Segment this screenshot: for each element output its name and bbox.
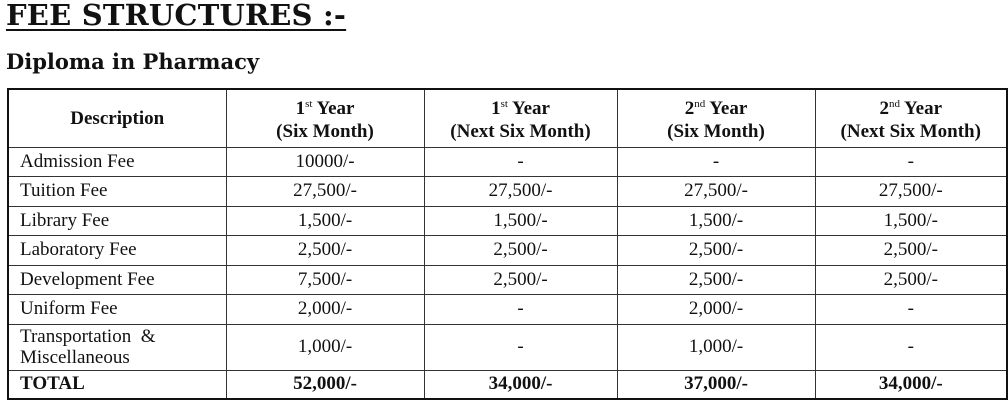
fee-cell: 1,000/- <box>226 324 424 370</box>
fee-cell: 1,500/- <box>424 206 617 236</box>
fee-cell: - <box>815 324 1007 370</box>
row-label: Tuition Fee <box>8 177 226 207</box>
fee-cell: 27,500/- <box>226 177 424 207</box>
fee-cell: 2,000/- <box>617 295 815 325</box>
total-label: TOTAL <box>8 370 226 399</box>
fee-table <box>7 88 1008 400</box>
fee-cell: 2,500/- <box>815 236 1007 266</box>
row-label: Transportation & Miscellaneous <box>8 324 226 370</box>
fee-cell: - <box>424 147 617 177</box>
table-row-uniform-fee <box>8 295 1007 325</box>
column-header-2nd-year-next-six-month: 2nd Year (Next Six Month) <box>815 89 1007 147</box>
column-header-1st-year-next-six-month: 1st Year (Next Six Month) <box>424 89 617 147</box>
column-header-1st-year-six-month: 1st Year (Six Month) <box>226 89 424 147</box>
total-cell: 34,000/- <box>424 370 617 399</box>
table-header-row <box>8 89 1007 147</box>
fee-cell: 1,500/- <box>815 206 1007 236</box>
fee-cell: 2,500/- <box>424 236 617 266</box>
course-subtitle: Diploma in Pharmacy <box>6 49 260 74</box>
fee-cell: - <box>815 147 1007 177</box>
table-row-total <box>8 370 1007 399</box>
fee-cell: 2,500/- <box>815 265 1007 295</box>
page-title: FEE STRUCTURES :- <box>6 0 347 32</box>
row-label: Uniform Fee <box>8 295 226 325</box>
fee-cell: 2,500/- <box>617 265 815 295</box>
fee-cell: 2,500/- <box>424 265 617 295</box>
fee-cell: - <box>424 295 617 325</box>
total-cell: 52,000/- <box>226 370 424 399</box>
table-row-tuition-fee <box>8 177 1007 207</box>
fee-cell: 1,000/- <box>617 324 815 370</box>
fee-cell: 1,500/- <box>617 206 815 236</box>
fee-cell: 2,500/- <box>226 236 424 266</box>
table-row-library-fee <box>8 206 1007 236</box>
fee-cell: 2,000/- <box>226 295 424 325</box>
row-label: Admission Fee <box>8 147 226 177</box>
table-row-admission-fee <box>8 147 1007 177</box>
row-label: Library Fee <box>8 206 226 236</box>
column-header-2nd-year-six-month: 2nd Year (Six Month) <box>617 89 815 147</box>
total-cell: 37,000/- <box>617 370 815 399</box>
column-header-description: Description <box>8 89 226 147</box>
fee-cell: 27,500/- <box>424 177 617 207</box>
fee-cell: 7,500/- <box>226 265 424 295</box>
table-row-laboratory-fee <box>8 236 1007 266</box>
fee-cell: 27,500/- <box>617 177 815 207</box>
row-label: Development Fee <box>8 265 226 295</box>
fee-cell: - <box>424 324 617 370</box>
fee-cell: - <box>815 295 1007 325</box>
total-cell: 34,000/- <box>815 370 1007 399</box>
fee-cell: 1,500/- <box>226 206 424 236</box>
table-row-transportation-miscellaneous <box>8 324 1007 370</box>
row-label: Laboratory Fee <box>8 236 226 266</box>
fee-cell: - <box>617 147 815 177</box>
fee-cell: 2,500/- <box>617 236 815 266</box>
fee-cell: 10000/- <box>226 147 424 177</box>
fee-cell: 27,500/- <box>815 177 1007 207</box>
table-row-development-fee <box>8 265 1007 295</box>
